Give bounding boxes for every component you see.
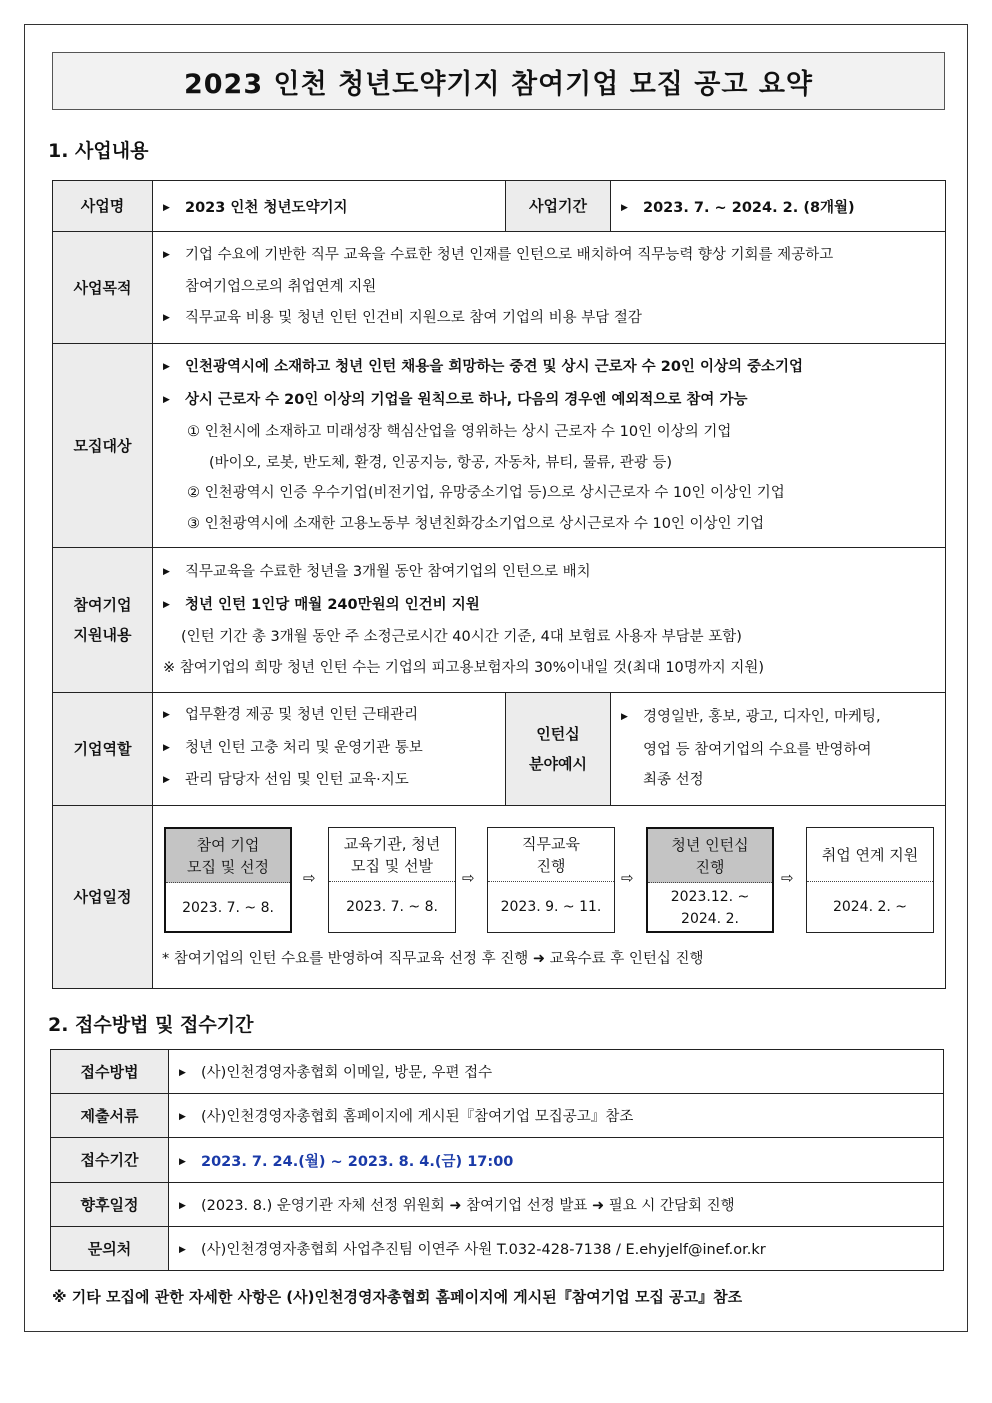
bullet-icon: ▶ [163,249,170,260]
schedule-step-1: 참여 기업 모집 및 선정 2023. 7. ~ 8. [164,827,292,933]
schedule-step-5: 취업 연계 지원 2024. 2. ~ [806,827,934,933]
label-contact: 문의처 [51,1227,169,1271]
label-intern-field: 인턴십 분야예시 [506,693,611,806]
footnote: ※ 기타 모집에 관한 자세한 사항은 (사)인천경영자총협회 홈페이지에 게시된『참여기업 모집 공고』참조 [52,1288,743,1306]
value-apply-period: ▶ 2023. 7. 24.(월) ~ 2023. 8. 4.(금) 17:00 [169,1138,944,1183]
bullet-icon: ▶ [179,1156,186,1167]
section2-heading: 2. 접수방법 및 접수기간 [48,1014,254,1036]
label-apply-period: 접수기간 [51,1138,169,1183]
application-table [50,1049,944,1271]
bullet-icon: ▶ [621,202,628,213]
value-intern-field: ▶ 경영일반, 홍보, 광고, 디자인, 마케팅, 영업 등 참여기업의 수요를 반영하여 최종 선정 [611,693,946,806]
label-apply-method: 접수방법 [51,1050,169,1094]
value-business-name: ▶ 2023 인천 청년도약기지 [153,181,506,232]
label-business-period: 사업기간 [506,181,611,232]
business-table [52,180,946,989]
value-target: ▶ 인천광역시에 소재하고 청년 인턴 채용을 희망하는 중견 및 상시 근로자 수 20인 이상의 중소기업 ▶ 상시 근로자 수 20인 이상의 기업을 원칙으로 하나, 다음의 경우엔 예외적으로 참여 가능 ① 인천시에 소재하고 미래성장 핵심산업을 영위하는 상시 근로자 수 10인 이상의 기업 (바이오, 로봇, 반도체, 환경, 인공지능, 항공, 자동차, 뷰티, 물류, 관광 등) ② 인천광역시 인증 우수기업(비전기업, 유망중소기업 등)으로 상시근로자 수 10인 이상인 기업 ③ 인천광역시에 소재한 고용노동부 청년친화강소기업으로 상시근로자 수 10인 이상인 기업 [153,344,946,548]
bullet-icon: ▶ [163,599,170,610]
label-role: 기업역할 [53,693,153,806]
bullet-icon: ▶ [163,312,170,323]
schedule-step-4: 청년 인턴십 진행 2023.12. ~ 2024. 2. [646,827,774,933]
arrow-right-icon: ⇨ [621,869,634,887]
bullet-icon: ▶ [179,1245,186,1255]
value-documents: ▶ (사)인천경영자총협회 홈페이지에 게시된『참여기업 모집공고』참조 [169,1094,944,1138]
bullet-icon: ▶ [163,362,170,372]
label-schedule: 사업일정 [53,806,153,989]
page-title: 2023 인천 청년도약기지 참여기업 모집 공고 요약 [52,52,945,110]
section1-heading: 1. 사업내용 [48,140,149,162]
bullet-icon: ▶ [163,775,170,786]
bullet-icon: ▶ [179,1112,186,1122]
schedule-flow [154,807,944,987]
value-role: ▶ 업무환경 제공 및 청년 인턴 근태관리 ▶ 청년 인턴 고충 처리 및 운영기관 통보 ▶ 관리 담당자 선임 및 인턴 교육·지도 [153,693,506,806]
bullet-icon: ▶ [163,710,170,721]
label-schedule-next: 향후일정 [51,1183,169,1227]
arrow-right-icon: ⇨ [462,869,475,887]
bullet-icon: ▶ [163,394,170,405]
value-support: ▶ 직무교육을 수료한 청년을 3개월 동안 참여기업의 인턴으로 배치 ▶ 청년 인턴 1인당 매월 240만원의 인건비 지원 (인턴 기간 총 3개월 동안 주 소정근로시간 40시간 기준, 4대 보험료 사용자 부담분 포함) ※ 참여기업의 희망 청년 인턴 수는 기업의 피고용보험자의 30%이내일 것(최대 10명까지 지원) [153,548,946,693]
label-business-name: 사업명 [53,181,153,232]
value-schedule-next: ▶ (2023. 8.) 운영기관 자체 선정 위원회 ➜ 참여기업 선정 발표 ➜ 필요 시 간담회 진행 [169,1183,944,1227]
bullet-icon: ▶ [163,202,170,213]
bullet-icon: ▶ [163,567,170,577]
value-contact: ▶ (사)인천경영자총협회 사업추진팀 이연주 사원 T.032-428-7138 / E.ehyjelf@inef.or.kr [169,1227,944,1271]
value-schedule [153,806,946,989]
value-purpose: ▶ 기업 수요에 기반한 직무 교육을 수료한 청년 인재를 인턴으로 배치하여 직무능력 향상 기회를 제공하고 참여기업으로의 취업연계 지원 ▶ 직무교육 비용 및 청년 인턴 인건비 지원으로 참여 기업의 비용 부담 절감 [153,232,946,344]
bullet-icon: ▶ [179,1068,186,1078]
label-documents: 제출서류 [51,1094,169,1138]
bullet-icon: ▶ [621,712,628,723]
value-business-period: ▶ 2023. 7. ~ 2024. 2. (8개월) [611,181,946,232]
bullet-icon: ▶ [163,742,170,753]
schedule-note: * 참여기업의 인턴 수요를 반영하여 직무교육 선정 후 진행 ➜ 교육수료 후 인턴십 진행 [162,951,704,967]
schedule-step-3: 직무교육 진행 2023. 9. ~ 11. [487,827,615,933]
label-purpose: 사업목적 [53,232,153,344]
bullet-icon: ▶ [179,1201,186,1211]
arrow-right-icon: ⇨ [781,869,794,887]
value-apply-method: ▶ (사)인천경영자총협회 이메일, 방문, 우편 접수 [169,1050,944,1094]
label-support: 참여기업 지원내용 [53,548,153,693]
arrow-right-icon: ⇨ [303,869,316,887]
schedule-step-2: 교육기관, 청년 모집 및 선발 2023. 7. ~ 8. [328,827,456,933]
label-target: 모집대상 [53,344,153,548]
